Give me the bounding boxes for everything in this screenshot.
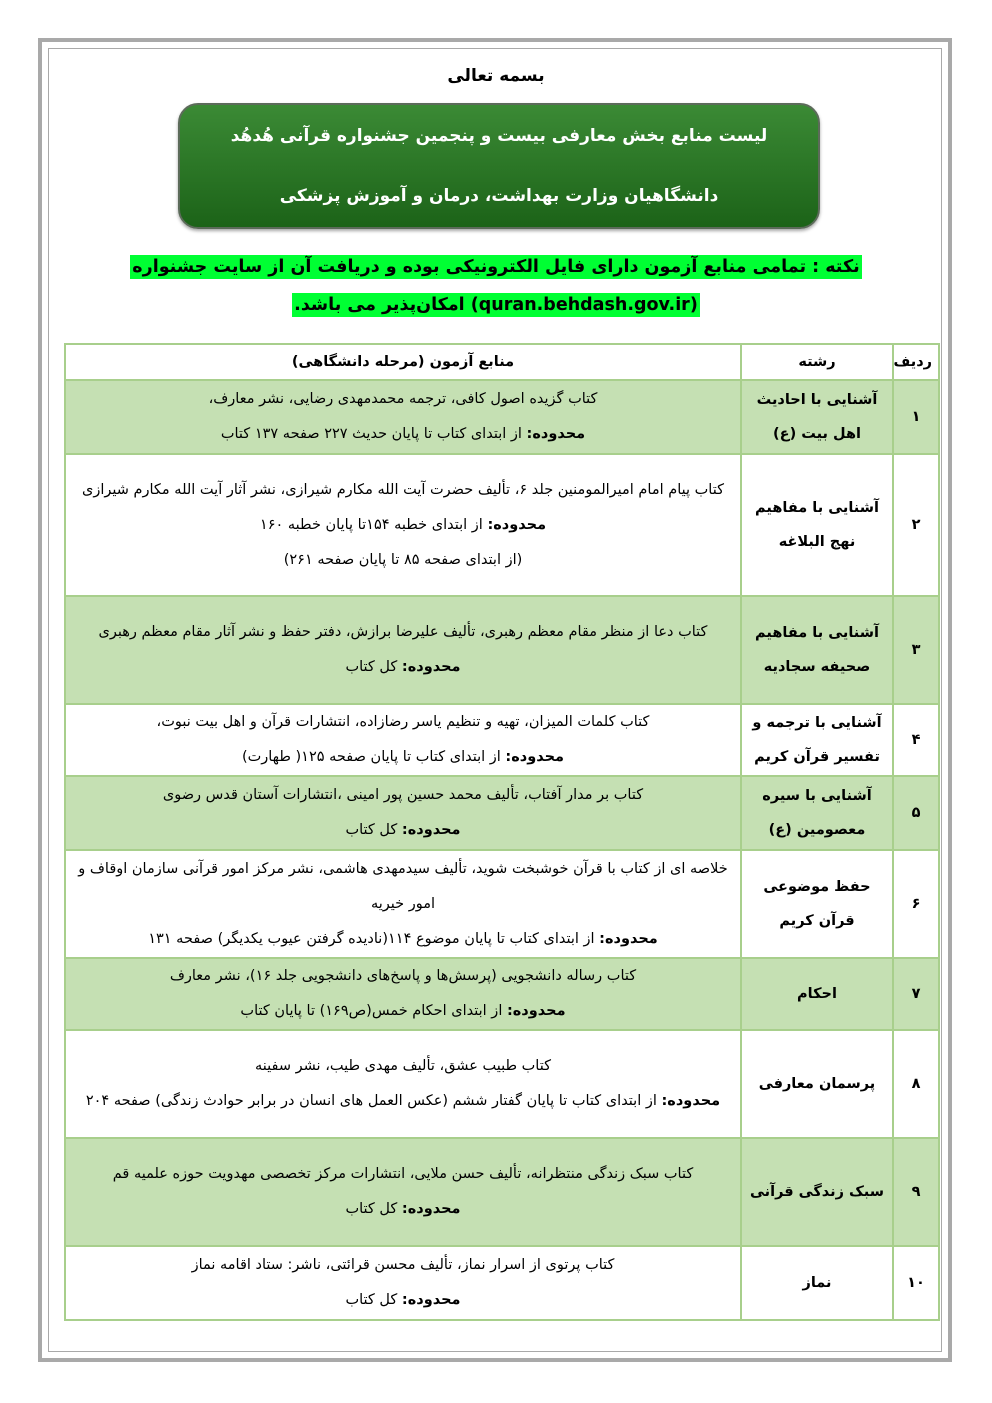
scope-value: از ابتدای کتاب تا پایان موضوع ۱۱۴(نادیده گرفتن عیوب یکدیگر) صفحه ۱۳۱ (148, 930, 600, 947)
table-row (65, 596, 939, 704)
row-number: ۴ (893, 704, 939, 776)
scope-text (72, 1084, 734, 1119)
table-row (65, 704, 939, 776)
scope-label: محدوده: (526, 426, 586, 442)
row-field: آشنایی با سیره معصومین (ع) (741, 776, 893, 850)
scope-text (72, 1192, 734, 1227)
table-row (65, 1030, 939, 1138)
book-text: کتاب طبیب عشق، تألیف مهدی طیب، نشر سفینه (255, 1058, 551, 1074)
row-field: نماز (741, 1246, 893, 1320)
book-text: خلاصه ای از کتاب با قرآن خوشبخت شوید، تألیف سیدمهدی هاشمی، نشر مرکز امور قرآنی سازمان اوقاف و امور خیریه (78, 860, 728, 912)
row-field: آشنایی با احادیث اهل بیت (ع) (741, 380, 893, 454)
scope-label: محدوده: (505, 749, 565, 765)
scope-label: محدوده: (401, 1292, 461, 1308)
book-text: کتاب بر مدار آفتاب، تألیف محمد حسین پور امینی ،انتشارات آستان قدس رضوی (162, 787, 644, 803)
table-row (65, 850, 939, 958)
table-row (65, 1246, 939, 1320)
row-sources (65, 380, 741, 454)
scope-label: محدوده: (401, 659, 461, 675)
row-field: آشنایی با مفاهیم نهج البلاغه (741, 454, 893, 596)
row-sources (65, 704, 741, 776)
table-body (65, 380, 939, 1320)
scope-label: محدوده: (487, 516, 547, 533)
row-number: ۶ (893, 850, 939, 958)
row-field: آشنایی با ترجمه و تفسیر قرآن کریم (741, 704, 893, 776)
book-text: کتاب گزیده اصول کافی، ترجمه محمدمهدی رضایی، نشر معارف، (208, 391, 598, 407)
scope-value: کل کتاب (345, 1201, 402, 1217)
book-text: کتاب سبک زندگی منتظرانه، تألیف حسن ملایی، انتشارات مرکز تخصصی مهدویت حوزه علمیه قم (112, 1166, 694, 1182)
row-number: ۱ (893, 380, 939, 454)
note-line-1: نکته : تمامی منابع آزمون دارای فایل الکترونیکی بوده و دریافت آن از سایت جشنواره (132, 257, 860, 277)
table-row (65, 1138, 939, 1246)
row-number: ۹ (893, 1138, 939, 1246)
scope-value: کل کتاب (345, 659, 402, 675)
table-row (65, 958, 939, 1030)
scope-text (72, 813, 734, 848)
sources-table (64, 343, 940, 1321)
row-number: ۳ (893, 596, 939, 704)
row-number: ۸ (893, 1030, 939, 1138)
scope-text (72, 922, 734, 957)
row-field: سبک زندگی قرآنی (741, 1138, 893, 1246)
row-sources (65, 1030, 741, 1138)
header-num: ردیف (893, 344, 939, 380)
scope-value: کل کتاب (345, 1292, 402, 1308)
scope-value: از ابتدای خطبه ۱۵۴تا پایان خطبه ۱۶۰ (259, 516, 488, 533)
row-number: ۵ (893, 776, 939, 850)
scope-text (72, 1283, 734, 1318)
row-field: حفظ موضوعی قرآن کریم (741, 850, 893, 958)
book-text: کتاب پرتوی از اسرار نماز، تألیف محسن قرائتی، ناشر: ستاد اقامه نماز (191, 1257, 615, 1273)
note-paragraph (130, 248, 862, 324)
scope-value: از ابتدای کتاب تا پایان صفحه ۱۲۵( طهارت) (241, 749, 506, 765)
scope-text (72, 740, 734, 775)
scope-label: محدوده: (661, 1093, 721, 1109)
row-field: آشنایی با مفاهیم صحیفه سجادیه (741, 596, 893, 704)
row-sources (65, 454, 741, 596)
row-field: احکام (741, 958, 893, 1030)
table-row (65, 380, 939, 454)
scope-text (72, 417, 734, 452)
title-line-2: دانشگاهیان وزارت بهداشت، درمان و آموزش پزشکی (279, 186, 719, 206)
scope-extra: (از ابتدای صفحه ۸۵ تا پایان صفحه ۲۶۱) (283, 551, 523, 568)
scope-value: از ابتدای کتاب تا پایان گفتار ششم (عکس العمل های انسان در برابر حوادث زندگی) صفحه ۲۰۴ (85, 1093, 662, 1109)
scope-text (72, 508, 734, 543)
scope-value: از ابتدای احکام خمس(ص۱۶۹) تا پایان کتاب (240, 1003, 507, 1019)
scope-label: محدوده: (506, 1003, 566, 1019)
scope-text (72, 650, 734, 685)
table-header-row (65, 344, 939, 380)
page-heading: بسمه تعالی (447, 66, 545, 86)
title-line-1: لیست منابع بخش معارفی بیست و پنجمین جشنواره قرآنی هُدهُد (230, 126, 768, 146)
scope-label: محدوده: (401, 822, 461, 838)
row-number: ۱۰ (893, 1246, 939, 1320)
row-field: پرسمان معارفی (741, 1030, 893, 1138)
row-sources (65, 596, 741, 704)
scope-text (72, 994, 734, 1029)
scope-label: محدوده: (401, 1201, 461, 1217)
scope-value: کل کتاب (345, 822, 402, 838)
row-sources (65, 1246, 741, 1320)
header-sources: منابع آزمون (مرحله دانشگاهی) (65, 344, 741, 380)
row-sources (65, 958, 741, 1030)
row-sources (65, 850, 741, 958)
book-text: کتاب دعا از منظر مقام معظم رهبری، تألیف علیرضا برازش، دفتر حفظ و نشر آثار مقام معظم رهبری (98, 624, 708, 640)
table-row (65, 454, 939, 596)
book-text: کتاب رساله دانشجویی (پرسش‌ها و پاسخ‌های دانشجویی جلد ۱۶)، نشر معارف (169, 968, 637, 984)
row-number: ۷ (893, 958, 939, 1030)
row-number: ۲ (893, 454, 939, 596)
note-line-2: (quran.behdash.gov.ir) امکان‌پذیر می باشد. (294, 295, 698, 315)
row-sources (65, 776, 741, 850)
table-row (65, 776, 939, 850)
title-banner (178, 103, 820, 229)
book-text: کتاب کلمات المیزان، تهیه و تنظیم یاسر رضازاده، انتشارات قرآن و اهل بیت نبوت، (156, 714, 650, 730)
scope-label: محدوده: (599, 930, 658, 947)
book-text: کتاب پیام امام امیرالمومنین جلد ۶، تألیف حضرت آیت الله مکارم شیرازی، نشر آثار آیت الله مکارم شیرازی (82, 481, 724, 498)
row-sources (65, 1138, 741, 1246)
header-field: رشته (741, 344, 893, 380)
scope-value: از ابتدای کتاب تا پایان حدیث ۲۲۷ صفحه ۱۳۷ کتاب (220, 426, 527, 442)
